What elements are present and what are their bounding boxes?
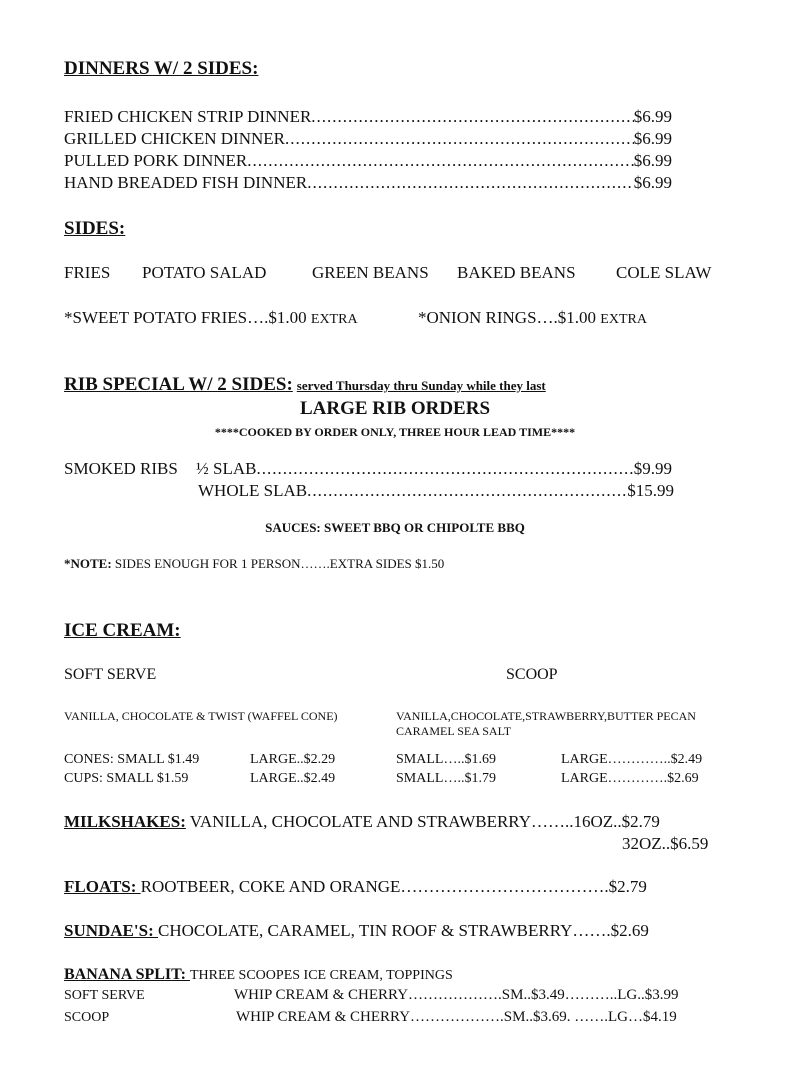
banana-split-line	[64, 966, 453, 984]
side-fries: FRIES	[64, 263, 111, 282]
rib-heading: RIB SPECIAL W/ 2 SIDES:	[64, 374, 293, 395]
list-item	[64, 151, 672, 173]
side-baked-beans: BAKED BEANS	[457, 263, 576, 282]
sides-note	[64, 556, 444, 572]
milkshakes-text: VANILLA, CHOCOLATE AND STRAWBERRY……..16OZ..$2.79	[185, 812, 660, 831]
note-label: *NOTE:	[64, 556, 112, 571]
side-cole-slaw: COLE SLAW	[616, 263, 712, 282]
rib-heading-line	[64, 374, 546, 396]
ice-cream-heading: ICE CREAM:	[64, 620, 181, 641]
item-price: $6.99	[633, 151, 672, 170]
extra-suffix: EXTRA	[600, 312, 647, 327]
banana-soft-label: SOFT SERVE	[64, 988, 145, 1003]
rib-lead-note: ****COOKED BY ORDER ONLY, THREE HOUR LEAD TIME****	[214, 425, 576, 439]
cones-small: CONES: SMALL $1.49	[64, 752, 200, 767]
scoop-flavors-2: CARAMEL SEA SALT	[396, 724, 512, 738]
rib-half-price: $9.99	[633, 459, 672, 478]
side-extra-onion-rings	[418, 308, 647, 328]
side-green-beans: GREEN BEANS	[312, 263, 429, 282]
sundaes-text: CHOCOLATE, CARAMEL, TIN ROOF & STRAWBERRY…….$2.69	[158, 921, 649, 940]
item-name: FRIED CHICKEN STRIP DINNER	[64, 107, 312, 126]
extra-text: *ONION RINGS….$1.00	[418, 308, 597, 327]
milkshakes-32oz: 32OZ..$6.59	[622, 834, 709, 853]
list-item	[64, 173, 672, 195]
item-price: $6.99	[633, 173, 672, 192]
extra-text: *SWEET POTATO FRIES….$1.00	[64, 308, 307, 327]
scoop-large-1: LARGE…………..$2.49	[561, 752, 703, 767]
rib-half-name: ½ SLAB	[196, 459, 257, 478]
soft-serve-flavors: VANILLA, CHOCOLATE & TWIST (WAFFEL CONE)	[64, 709, 338, 723]
soft-serve-title: SOFT SERVE	[64, 666, 157, 683]
item-price: $6.99	[633, 129, 672, 148]
side-extra-sweet-potato	[64, 308, 358, 328]
cups-small: CUPS: SMALL $1.59	[64, 771, 189, 786]
scoop-title: SCOOP	[506, 666, 558, 683]
list-item	[64, 107, 672, 129]
banana-scoop-text: WHIP CREAM & CHERRY……………….SM..$3.69. …….LG…$4.19	[236, 1009, 677, 1025]
rib-whole-row	[198, 481, 674, 501]
scoop-small-1: SMALL…..$1.69	[396, 752, 496, 767]
rib-whole-name: WHOLE SLAB	[198, 481, 308, 500]
side-potato-salad: POTATO SALAD	[142, 263, 267, 282]
sundaes-line	[64, 921, 649, 941]
cones-large: LARGE..$2.29	[250, 752, 336, 767]
extra-suffix: EXTRA	[310, 312, 358, 327]
item-name: HAND BREADED FISH DINNER	[64, 173, 308, 192]
item-name: PULLED PORK DINNER	[64, 151, 248, 170]
rib-label: SMOKED RIBS	[64, 459, 178, 478]
note-text: SIDES ENOUGH FOR 1 PERSON…….EXTRA SIDES $1.50	[111, 556, 445, 571]
large-rib-title: LARGE RIB ORDERS	[299, 398, 491, 419]
rib-subnote: served Thursday thru Sunday while they last	[296, 378, 546, 393]
floats-text: ROOTBEER, COKE AND ORANGE……………………………….$2.79	[140, 877, 647, 896]
scoop-large-2: LARGE………….$2.69	[561, 771, 699, 786]
floats-label: FLOATS:	[64, 877, 141, 896]
milkshakes-line	[64, 812, 660, 832]
banana-split-label: BANANA SPLIT:	[64, 966, 190, 983]
milkshakes-label: MILKSHAKES:	[64, 812, 186, 831]
banana-split-text: THREE SCOOPES ICE CREAM, TOPPINGS	[189, 968, 453, 983]
banana-scoop-label: SCOOP	[64, 1010, 110, 1025]
list-item	[64, 129, 672, 151]
scoop-flavors-1: VANILLA,CHOCOLATE,STRAWBERRY,BUTTER PECAN	[396, 709, 696, 723]
item-name: GRILLED CHICKEN DINNER	[64, 129, 285, 148]
item-price: $6.99	[633, 107, 672, 126]
dinners-heading: DINNERS W/ 2 SIDES:	[64, 58, 259, 79]
banana-soft-text: WHIP CREAM & CHERRY……………….SM..$3.49………..LG..$3.99	[234, 987, 679, 1003]
rib-whole-price: $15.99	[627, 481, 674, 500]
sauces-line: SAUCES: SWEET BBQ OR CHIPOLTE BBQ	[265, 520, 525, 535]
scoop-small-2: SMALL…..$1.79	[396, 771, 496, 786]
floats-line	[64, 877, 647, 897]
sides-heading: SIDES:	[64, 218, 126, 239]
dinners-list	[64, 107, 672, 195]
cups-large: LARGE..$2.49	[250, 771, 336, 786]
sundaes-label: SUNDAE'S:	[64, 921, 158, 940]
rib-half-row	[196, 459, 672, 479]
